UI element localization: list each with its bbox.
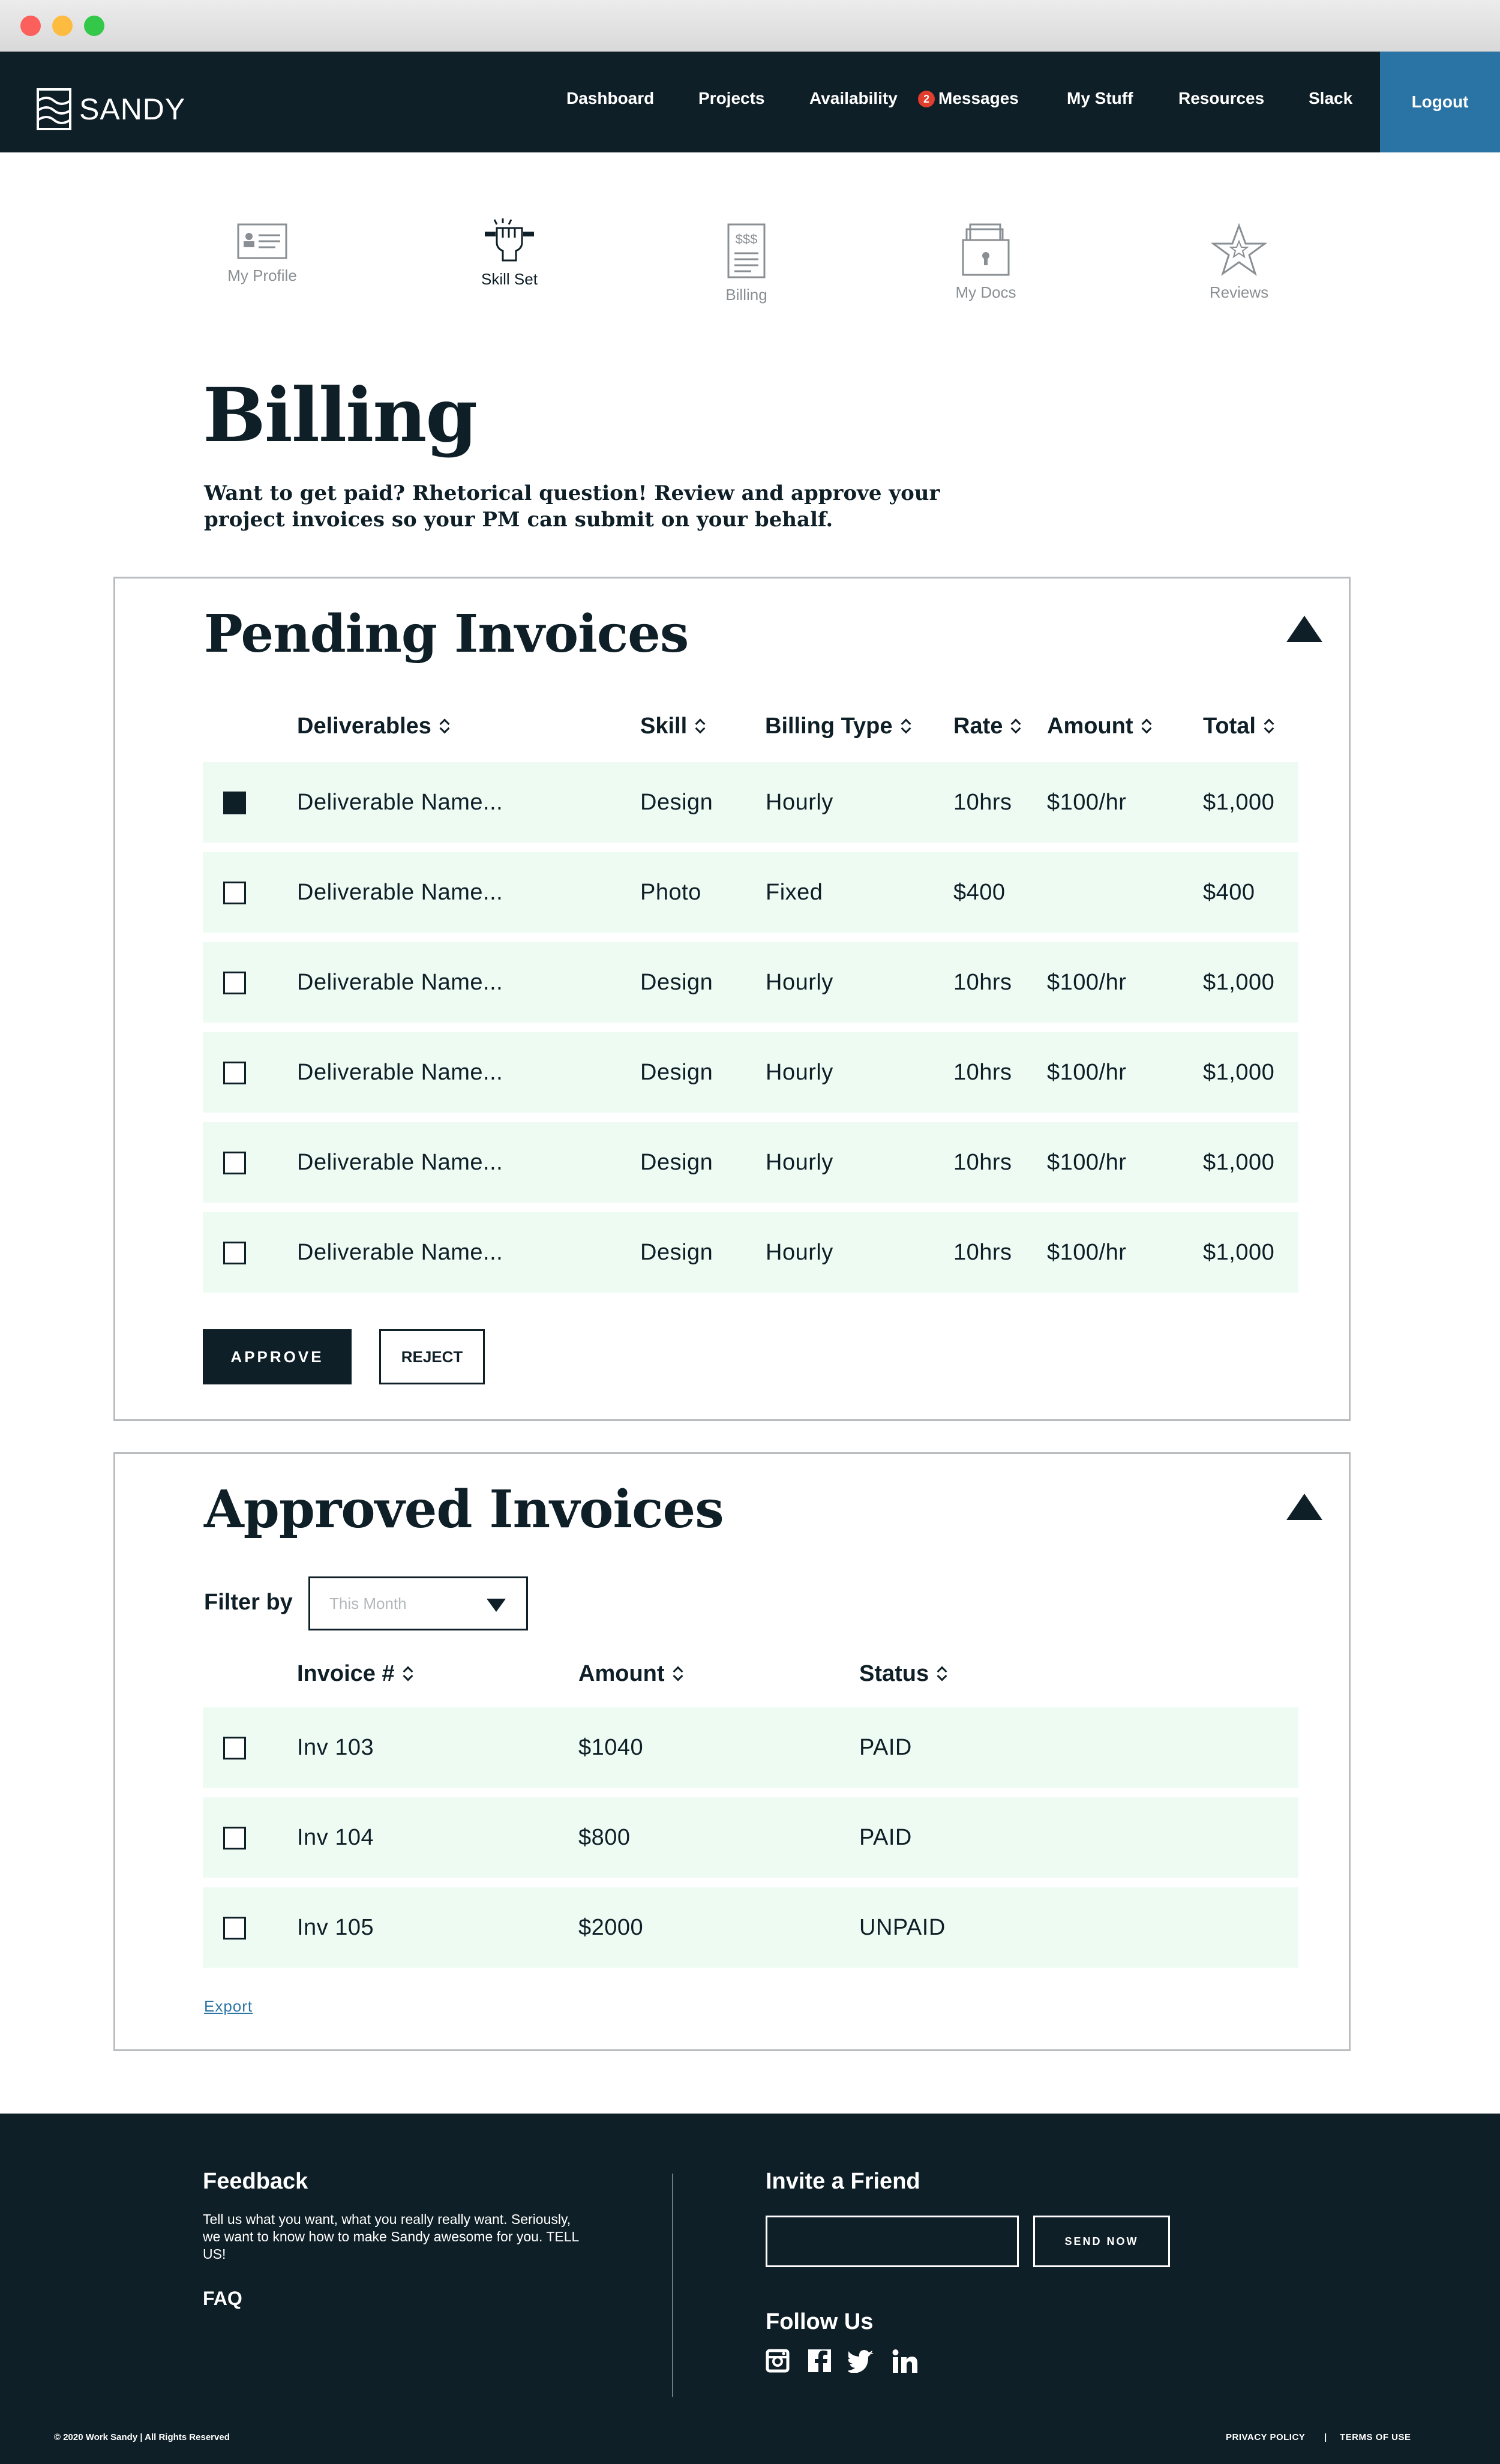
total-cell: $400	[1203, 880, 1255, 905]
approve-button[interactable]: APPROVE	[203, 1329, 352, 1384]
column-header-amount[interactable]	[1047, 714, 1151, 739]
deliverable-cell: Deliverable Name...	[297, 1240, 503, 1265]
nav-resources[interactable]: Resources	[1178, 89, 1265, 107]
logo[interactable]	[36, 88, 185, 131]
total-cell: $1,000	[1203, 1150, 1275, 1175]
table-row[interactable]	[203, 852, 1298, 933]
row-checkbox[interactable]	[223, 792, 246, 814]
minimize-window-icon[interactable]	[52, 16, 73, 36]
column-header-total[interactable]	[1203, 714, 1274, 739]
invoice-cell: Inv 104	[297, 1825, 374, 1850]
column-header-amount[interactable]	[578, 1661, 683, 1687]
nav-dashboard[interactable]: Dashboard	[566, 89, 655, 107]
total-cell: $1,000	[1203, 790, 1275, 815]
deliverable-cell: Deliverable Name...	[297, 1150, 503, 1175]
follow-title: Follow Us	[766, 2309, 874, 2334]
billing-type-cell: Hourly	[766, 790, 833, 815]
column-header-rate[interactable]	[953, 714, 1021, 739]
billing-type-cell: Hourly	[766, 970, 833, 995]
skill-cell: Design	[640, 970, 713, 995]
instagram-icon[interactable]	[766, 2349, 790, 2373]
column-header-invoice[interactable]	[297, 1661, 413, 1687]
skill-cell: Photo	[640, 880, 701, 905]
sort-icon[interactable]	[901, 719, 911, 733]
sort-icon[interactable]	[1142, 719, 1151, 733]
table-row[interactable]	[203, 1707, 1298, 1788]
column-header-status[interactable]	[859, 1661, 947, 1687]
column-header-billing-type-label: Billing Type	[765, 714, 893, 739]
tab-my-docs-label: My Docs	[955, 283, 1016, 301]
twitter-icon[interactable]	[848, 2349, 875, 2373]
filter-select-value: This Month	[329, 1594, 407, 1612]
collapse-approved-icon[interactable]	[1286, 1494, 1322, 1520]
column-header-total-label: Total	[1203, 714, 1256, 739]
status-cell: UNPAID	[859, 1915, 946, 1940]
rate-cell: 10hrs	[953, 790, 1012, 815]
amount-cell: $100/hr	[1047, 790, 1127, 815]
total-cell: $1,000	[1203, 970, 1275, 995]
billing-type-cell: Hourly	[766, 1150, 833, 1175]
facebook-icon[interactable]	[808, 2349, 832, 2373]
billing-type-cell: Hourly	[766, 1240, 833, 1265]
maximize-window-icon[interactable]	[84, 16, 104, 36]
table-row[interactable]	[203, 1122, 1298, 1203]
table-row[interactable]	[203, 942, 1298, 1023]
invite-title: Invite a Friend	[766, 2169, 920, 2194]
tab-my-profile-label: My Profile	[227, 266, 297, 284]
page-subtitle: Want to get paid? Rhetorical question! Review and approve your project invoices so your PM can submit on your behalf.	[204, 481, 940, 532]
page-title: Billing	[203, 372, 477, 459]
table-row[interactable]	[203, 1032, 1298, 1113]
status-cell: PAID	[859, 1825, 912, 1850]
faq-link[interactable]: FAQ	[203, 2288, 242, 2309]
row-checkbox[interactable]	[223, 1827, 246, 1850]
sort-icon[interactable]	[1264, 719, 1274, 733]
skill-cell: Design	[640, 790, 713, 815]
skill-cell: Design	[640, 1150, 713, 1175]
filter-select[interactable]	[308, 1576, 528, 1630]
tab-billing-label: Billing	[725, 286, 767, 304]
sort-icon[interactable]	[440, 719, 449, 733]
table-row[interactable]	[203, 1212, 1298, 1293]
nav-slack[interactable]: Slack	[1309, 89, 1353, 107]
nav-messages-label: Messages	[938, 89, 1019, 107]
deliverable-cell: Deliverable Name...	[297, 1060, 503, 1085]
export-link[interactable]: Export	[204, 1997, 253, 2015]
documents-icon	[962, 223, 1010, 276]
rate-cell: 10hrs	[953, 1150, 1012, 1175]
column-header-invoice-label: Invoice #	[297, 1661, 395, 1686]
total-cell: $1,000	[1203, 1060, 1275, 1085]
billing-type-cell: Hourly	[766, 1060, 833, 1085]
tab-reviews-label: Reviews	[1209, 283, 1269, 301]
tab-my-profile[interactable]	[190, 223, 334, 285]
column-header-skill[interactable]	[640, 714, 705, 739]
feedback-title[interactable]: Feedback	[203, 2169, 308, 2194]
table-row[interactable]	[203, 762, 1298, 843]
sort-icon[interactable]	[695, 719, 705, 733]
pending-invoices-title: Pending Invoices	[204, 604, 689, 664]
rate-cell: 10hrs	[953, 1060, 1012, 1085]
amount-cell: $100/hr	[1047, 1240, 1127, 1265]
invoice-cell: Inv 105	[297, 1915, 374, 1940]
amount-cell: $2000	[578, 1915, 644, 1940]
invoice-icon	[727, 223, 766, 278]
nav-projects[interactable]: Projects	[698, 89, 765, 107]
collapse-pending-icon[interactable]	[1286, 616, 1322, 642]
legal-separator: |	[1324, 2432, 1327, 2442]
profile-card-icon	[237, 223, 287, 259]
row-checkbox[interactable]	[223, 972, 246, 994]
deliverable-cell: Deliverable Name...	[297, 790, 503, 815]
footer-divider	[672, 2174, 673, 2397]
rate-cell: 10hrs	[953, 970, 1012, 995]
invite-email-input[interactable]	[766, 2216, 1019, 2267]
chevron-down-icon	[487, 1599, 506, 1612]
column-header-rate-label: Rate	[953, 714, 1003, 739]
sort-icon[interactable]	[673, 1666, 683, 1681]
row-checkbox[interactable]	[223, 1152, 246, 1174]
rate-cell: $400	[953, 880, 1006, 905]
amount-cell: $800	[578, 1825, 631, 1850]
tab-reviews[interactable]	[1167, 223, 1311, 302]
raised-fist-icon	[482, 217, 536, 263]
tab-skill-set-label: Skill Set	[481, 270, 538, 288]
rate-cell: 10hrs	[953, 1240, 1012, 1265]
table-row[interactable]	[203, 1887, 1298, 1968]
row-checkbox[interactable]	[223, 1737, 246, 1759]
messages-count-badge: 2	[918, 91, 935, 107]
column-header-amount-label: Amount	[578, 1661, 665, 1686]
tab-my-docs[interactable]	[914, 223, 1058, 302]
billing-type-cell: Fixed	[766, 880, 823, 905]
linkedin-icon[interactable]	[892, 2349, 918, 2373]
total-cell: $1,000	[1203, 1240, 1275, 1265]
column-header-status-label: Status	[859, 1661, 929, 1686]
deliverable-cell: Deliverable Name...	[297, 970, 503, 995]
logout-button[interactable]	[1380, 52, 1500, 152]
invoice-cell: Inv 103	[297, 1735, 374, 1760]
reject-button[interactable]: REJECT	[379, 1329, 485, 1384]
copyright: © 2020 Work Sandy | All Rights Reserved	[54, 2432, 230, 2442]
terms-of-use-link[interactable]: TERMS OF USE	[1340, 2432, 1411, 2442]
star-icon	[1211, 223, 1267, 276]
sort-icon[interactable]	[1011, 719, 1021, 733]
status-cell: PAID	[859, 1735, 912, 1760]
amount-cell: $100/hr	[1047, 970, 1127, 995]
nav-availability[interactable]: Availability	[809, 89, 898, 107]
filter-label: Filter by	[204, 1590, 293, 1615]
skill-cell: Design	[640, 1240, 713, 1265]
nav-messages[interactable]	[918, 89, 1019, 108]
feedback-text: Tell us what you want, what you really really want. Seriously, we want to know how to make Sandy awesome for you. TELL US!	[203, 2211, 579, 2262]
column-header-amount-label: Amount	[1047, 714, 1133, 739]
amount-cell: $1040	[578, 1735, 644, 1760]
tab-skill-set[interactable]	[437, 217, 581, 289]
skill-cell: Design	[640, 1060, 713, 1085]
nav-my-stuff[interactable]: My Stuff	[1067, 89, 1133, 107]
row-checkbox[interactable]	[223, 1917, 246, 1940]
approved-invoices-title: Approved Invoices	[204, 1479, 724, 1540]
row-checkbox[interactable]	[223, 1242, 246, 1264]
sandy-logo-icon	[36, 88, 72, 131]
brand-name: SANDY	[79, 92, 186, 126]
table-row[interactable]	[203, 1797, 1298, 1878]
column-header-deliverables-label: Deliverables	[297, 714, 431, 739]
row-checkbox[interactable]	[223, 882, 246, 904]
deliverable-cell: Deliverable Name...	[297, 880, 503, 905]
amount-cell: $100/hr	[1047, 1150, 1127, 1175]
row-checkbox[interactable]	[223, 1062, 246, 1084]
approved-invoices-panel	[113, 1452, 1351, 2051]
browser-chrome	[0, 0, 1500, 52]
pending-invoices-panel	[113, 577, 1351, 1421]
send-now-button[interactable]: SEND NOW	[1033, 2216, 1170, 2267]
column-header-deliverables[interactable]	[297, 714, 449, 739]
column-header-skill-label: Skill	[640, 714, 688, 739]
close-window-icon[interactable]	[20, 16, 41, 36]
tab-billing[interactable]	[674, 223, 818, 304]
privacy-policy-link[interactable]: PRIVACY POLICY	[1226, 2432, 1306, 2442]
logout-label: Logout	[1411, 92, 1469, 111]
column-header-billing-type[interactable]	[765, 714, 911, 739]
footer	[0, 2114, 1500, 2464]
sort-icon[interactable]	[937, 1666, 947, 1681]
amount-cell: $100/hr	[1047, 1060, 1127, 1085]
sort-icon[interactable]	[403, 1666, 413, 1681]
svg-text:$$$: $$$	[735, 232, 758, 247]
